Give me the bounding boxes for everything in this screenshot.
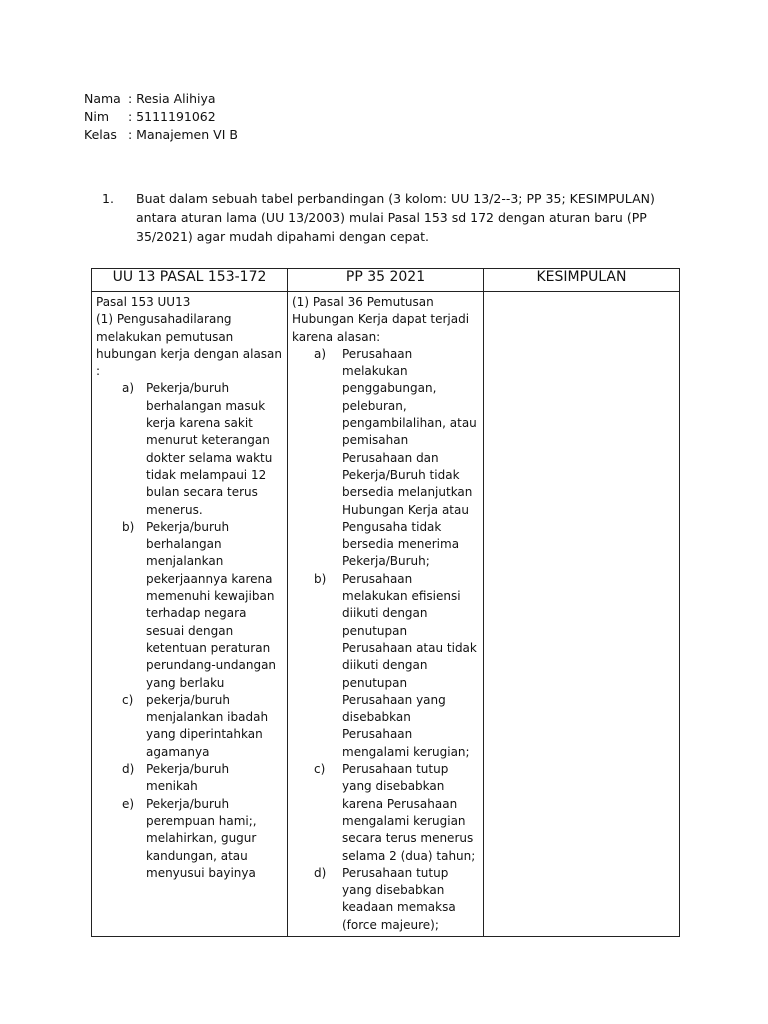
item-text: Pekerja/buruh menikah [146,762,230,794]
header-kesimpulan: KESIMPULAN [484,269,680,292]
question-number: 1. [102,191,114,206]
info-value: : Resia Alihiya [128,91,216,106]
info-value: : 5111191062 [128,109,216,124]
list-item [96,796,283,882]
list-item [292,571,479,761]
item-text: Perusahaan melakukan penggabungan, peleburan, pengambilalihan, atau pemisahan Perusahaan dan Pekerja/Buruh tidak bersedia melanjutkan Hubungan Kerja atau Pengusaha tidak bersedia menerima Pekerja/Buruh; [342,346,477,569]
list-item [96,761,283,796]
list-item [96,519,283,692]
cell-uu13 [92,292,288,937]
list-item [96,380,283,518]
item-text: Pekerja/buruh perempuan hami;, melahirkan, gugur kandungan, atau menyusui bayinya [146,796,257,880]
item-marker: a) [122,381,135,396]
list-item [292,346,479,571]
item-marker: c) [122,692,134,707]
info-label: Nama [84,91,121,106]
item-marker: c) [314,762,326,777]
pasal-intro: (1) Pasal 36 Pemutusan Hubungan Kerja dapat terjadi karena alasan: [292,295,470,344]
item-marker: a) [314,346,327,361]
item-text: Perusahaan melakukan efisiensi diikuti dengan penutupan Perusahaan atau tidak diikuti dengan penutupan Perusahaan yang disebabkan Perusahaan mengalami kerugian; [342,571,477,759]
item-list [292,346,479,934]
item-text: Pekerja/buruh berhalangan menjalankan pekerjaannya karena memenuhi kewajiban terhadap negara sesuai dengan ketentuan peraturan perundang-undangan yang berlaku [146,519,277,690]
item-text: Perusahaan tutup yang disebabkan karena Perusahaan mengalami kerugian secara terus menerus selama 2 (dua) tahun; [342,762,476,863]
info-value: : Manajemen VI B [128,127,238,142]
header-uu13: UU 13 PASAL 153-172 [92,269,288,292]
header-pp35: PP 35 2021 [288,269,484,292]
info-label: Kelas [84,127,117,142]
list-item [292,761,479,865]
pasal-intro: (1) Pengusahadilarang melakukan pemutusan hubungan kerja dengan alasan : [96,312,283,379]
item-marker: b) [314,571,327,586]
item-text: Pekerja/buruh berhalangan masuk kerja karena sakit menurut keterangan dokter selama waktu tidak melampaui 12 bulan secara terus menerus. [146,381,273,517]
pasal-title: Pasal 153 UU13 [96,295,191,309]
info-row-nim [84,108,238,126]
student-info [84,90,238,144]
list-item [292,865,479,934]
list-item [96,692,283,761]
comparison-table [91,268,680,937]
cell-kesimpulan [484,292,680,937]
item-marker: d) [122,762,135,777]
item-text: Perusahaan tutup yang disebabkan keadaan memaksa (force majeure); [342,865,456,932]
question-text: Buat dalam sebuah tabel perbandingan (3 kolom: UU 13/2--3; PP 35; KESIMPULAN) antara aturan lama (UU 13/2003) mulai Pasal 153 sd 172 dengan aturan baru (PP 35/2021) agar mudah dipahami dengan cepat. [136,191,655,244]
table-header-row [92,269,680,292]
item-text: pekerja/buruh menjalankan ibadah yang diperintahkan agamanya [146,692,269,759]
item-marker: b) [122,519,135,534]
table-row [92,292,680,937]
item-list [96,380,283,882]
cell-pp35 [288,292,484,937]
item-marker: d) [314,865,327,880]
question [102,189,662,246]
item-marker: e) [122,796,135,811]
info-row-class [84,126,238,144]
info-row-name [84,90,238,108]
info-label: Nim [84,109,109,124]
